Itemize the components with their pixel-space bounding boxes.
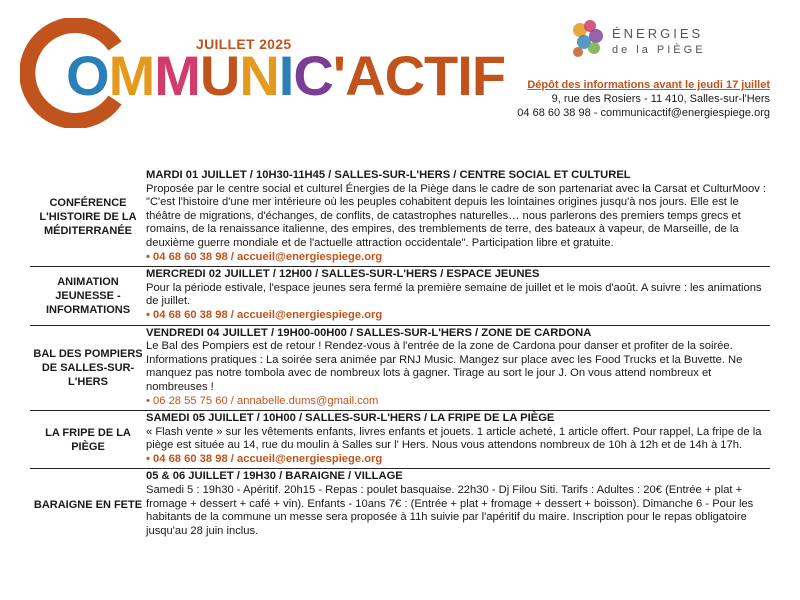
event-description: Pour la période estivale, l'espace jeunes sera fermé la première semaine de juillet et le mois d'août. A suivre : les animations de juillet.: [146, 281, 762, 308]
event-heading: VENDREDI 04 JUILLET / 19H00-00H00 / SALLES-SUR-L'HERS / ZONE DE CARDONA: [146, 326, 592, 339]
logo-letter: O: [66, 44, 109, 107]
submission-deadline[interactable]: Dépôt des informations avant le jeudi 17 juillet: [527, 79, 770, 91]
logo-letter: F: [471, 44, 506, 107]
event-details: [146, 326, 770, 411]
events-list: [30, 168, 770, 540]
event-heading: 05 & 06 JUILLET / 19H30 / BARAIGNE / VILLAGE: [146, 470, 403, 483]
event-row: [30, 326, 770, 412]
event-heading: MARDI 01 JUILLET / 10H30-11H45 / SALLES-SUR-L'HERS / CENTRE SOCIAL ET CULTUREL: [146, 169, 631, 181]
logo-letter: I: [457, 44, 472, 107]
logo-letter: C: [293, 44, 333, 107]
logo-letter: C: [384, 44, 425, 107]
event-details: [146, 168, 770, 266]
event-details: [146, 267, 770, 324]
event-details: [146, 411, 770, 468]
event-contact[interactable]: • 06 28 55 75 60 / annabelle.dums@gmail.com: [146, 394, 379, 407]
phone-email: 04 68 60 38 98 - communicactif@energiespiege.org: [517, 107, 770, 119]
event-description: Proposée par le centre social et culturel Énergies de la Piège dans le cadre de son partenariat avec la Carsat et CulturMoov : "C'est l'histoire d'une mer intérieure où les peuples cohabitent depuis les lointaines origines jusqu'à nos jours. Elle est le théâtre de migrations, d'échanges, de conflits, de catastrophes naturelles… nous parlerons des premiers temps grecs et romains, de la renaissance italienne, des empires, des tremblements de terre, des bateaux à vapeur, de Marseille, de la deuxième guerre mondiale et de l'actuelle attraction occidentale". Participation libre et gratuite.: [146, 182, 767, 249]
event-details: [146, 469, 770, 540]
event-contact[interactable]: • 04 68 60 38 98 / accueil@energiespiege.org: [146, 452, 383, 465]
issue-date: JUILLET 2025: [196, 36, 292, 52]
event-description: « Flash vente » sur les vêtements enfants, livres enfants et jouets. 1 article acheté, 1 article offert. Pour rappel, La fripe de la piège est située au 14, rue du moulin à Salles sur l' Hers. Nous vous attendons nombreux de 10h à 12h et de 14h à 17h.: [146, 425, 762, 452]
event-description: Le Bal des Pompiers est de retour ! Rendez-vous à l'entrée de la zone de Cardona pour danser et profiter de la soirée. Informations pratiques : La soirée sera animée par RNJ Music. Mangez sur place avec les Food Trucks et la Buvette. Ne manquez pas notre tombola avec de nombreux lots à gagner. Tirage au sort le jour J. On vous attend nombreux et nombreuses !: [146, 340, 743, 393]
logo-letter: M: [154, 44, 200, 107]
event-row: [30, 168, 770, 267]
event-category: BAL DES POMPIERS DE SALLES-SUR-L'HERS: [33, 347, 143, 388]
address: 9, rue des Rosiers - 11 410, Salles-sur-l'Hers: [551, 93, 770, 105]
brand-name: ÉNERGIES: [612, 26, 704, 41]
event-category: ANIMATION JEUNESSE - INFORMATIONS: [45, 275, 131, 316]
event-contact[interactable]: • 04 68 60 38 98 / accueil@energiespiege.org: [146, 308, 383, 321]
event-description: Samedi 5 : 19h30 - Apéritif. 20h15 - Repas : poulet basquaise. 22h30 - Dj Filou Siti. Tarifs : Adultes : 20€ (Entrée + plat + fromage + dessert + café + vin). Enfants - 10ans 7€ : (Entrée + plat + fromage + dessert + boisson). Dimanche 6 - Pour les habitants de la commune un messe sera proposée à 11h suivie par l'apéritif du maire. Inscription pour le repas obligatoire jusqu'au 28 juin inclus.: [146, 484, 754, 537]
logo-letter: M: [108, 44, 155, 107]
event-heading: MERCREDI 02 JUILLET / 12H00 / SALLES-SUR-L'HERS / ESPACE JEUNES: [146, 268, 540, 281]
event-row: [30, 469, 770, 540]
event-category: CONFÉRENCE L'HISTOIRE DE LA MÉDITERRANÉE: [39, 197, 137, 238]
event-row: [30, 267, 770, 325]
brand-subtitle: de la PIÈGE: [612, 44, 706, 56]
logo-letter: ': [332, 44, 346, 107]
event-contact[interactable]: • 04 68 60 38 98 / accueil@energiespiege.org: [146, 250, 383, 263]
event-row: [30, 411, 770, 469]
logo-letter: I: [278, 44, 294, 107]
logo-letter: N: [239, 44, 279, 107]
event-heading: SAMEDI 05 JUILLET / 10H00 / SALLES-SUR-L'HERS / LA FRIPE DE LA PIÈGE: [146, 412, 555, 425]
logo-letter: U: [199, 44, 240, 107]
newsletter-logo: [66, 46, 505, 106]
logo-letter: A: [345, 44, 385, 107]
event-category: BARAIGNE EN FETE: [33, 498, 143, 511]
header-contact: [517, 78, 770, 120]
logo-letter: T: [424, 44, 458, 107]
event-category: LA FRIPE DE LA PIÈGE: [45, 426, 131, 453]
